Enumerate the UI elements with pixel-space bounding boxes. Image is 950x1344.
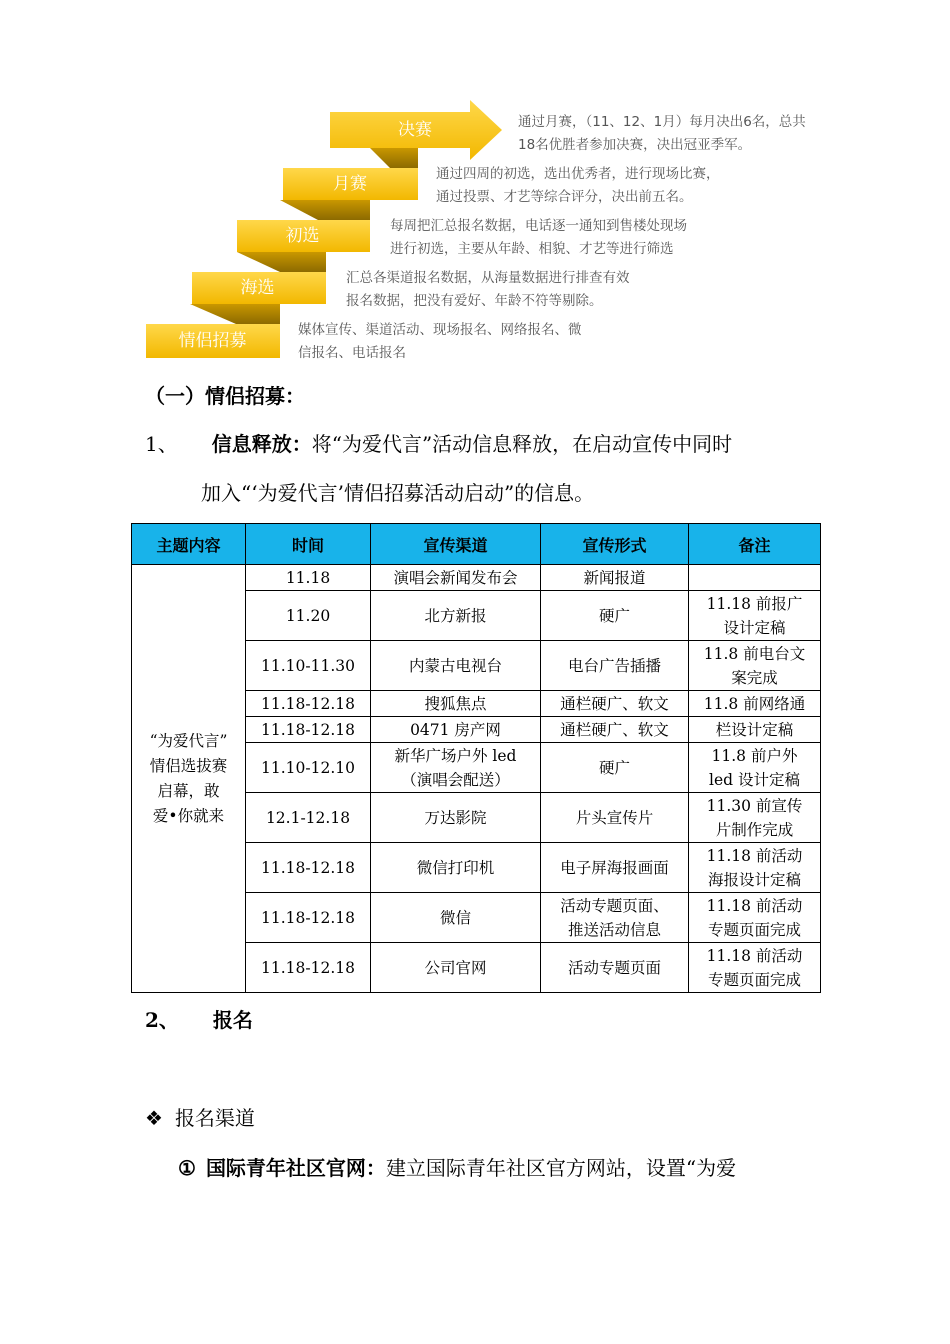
step-label-preliminary: 初选 <box>285 226 320 246</box>
cell-note: 11.30 前宣传 片制作完成 <box>689 793 821 843</box>
section-heading-recruit: （一）情侣招募： <box>145 384 305 408</box>
item1-bold-title: 信息释放： <box>211 432 312 456</box>
cell-time: 11.18 <box>246 565 371 591</box>
cell-note: 11.18 前活动 专题页面完成 <box>689 893 821 943</box>
cell-form: 通栏硬广、软文 <box>541 691 689 717</box>
cell-note: 11.8 前户外 led 设计定稿 <box>689 743 821 793</box>
diamond-bullet-icon: ❖ <box>145 1106 163 1130</box>
step-label-final: 决赛 <box>398 120 432 140</box>
step-riser <box>370 148 418 168</box>
cell-form: 活动专题页面 <box>541 943 689 993</box>
cell-time: 11.18-12.18 <box>246 691 371 717</box>
step-desc-preliminary: 每周把汇总报名数据，电话逐一通知到售楼处现场 进行初选，主要从年龄、相貌、才艺等进行筛选 <box>390 218 687 257</box>
cell-channel: 北方新报 <box>371 591 541 641</box>
bullet-registration-channels <box>145 1102 255 1131</box>
table-row <box>132 565 821 591</box>
cell-channel: 万达影院 <box>371 793 541 843</box>
cell-form: 硬广 <box>541 743 689 793</box>
item1-line1 <box>145 432 732 456</box>
item3-text: 建立国际青年社区官方网站，设置“为爱 <box>385 1156 737 1180</box>
step-label-monthly: 月赛 <box>333 174 367 194</box>
step-riser <box>237 252 326 272</box>
item1-line2: 加入“‘为爱代言’情侣招募活动启动”的信息。 <box>201 481 595 505</box>
cell-note <box>689 565 821 591</box>
step-label-recruit: 情侣招募 <box>178 331 247 351</box>
cell-note: 11.18 前活动 专题页面完成 <box>689 943 821 993</box>
step-desc-monthly: 通过四周的初选，选出优秀者，进行现场比赛， 通过投票、才艺等综合评分，决出前五名。 <box>436 166 720 205</box>
item2-title: 报名 <box>212 1008 253 1032</box>
header-form: 宣传形式 <box>541 524 689 565</box>
step-label-audition: 海选 <box>240 278 275 298</box>
cell-time: 11.18-12.18 <box>246 843 371 893</box>
item2-heading <box>145 1004 253 1033</box>
cell-channel: 微信打印机 <box>371 843 541 893</box>
theme-cell: “为爱代言” 情侣选拔赛 启幕，敢 爱•你就来 <box>132 565 246 993</box>
cell-channel: 公司官网 <box>371 943 541 993</box>
bullet-text: 报名渠道 <box>174 1106 255 1130</box>
cell-time: 11.10-12.10 <box>246 743 371 793</box>
cell-form: 活动专题页面、 推送活动信息 <box>541 893 689 943</box>
step-riser <box>190 304 280 324</box>
circled-number-one: ① <box>178 1156 196 1180</box>
header-time: 时间 <box>246 524 371 565</box>
process-staircase-diagram <box>140 100 840 370</box>
item3-line <box>178 1152 736 1181</box>
item3-bold-title: 国际青年社区官网： <box>205 1156 386 1180</box>
header-note: 备注 <box>689 524 821 565</box>
cell-form: 通栏硬广、软文 <box>541 717 689 743</box>
item2-number: 2、 <box>145 1008 179 1032</box>
step-desc-recruit: 媒体宣传、渠道活动、现场报名、网络报名、微 信报名、电话报名 <box>298 322 582 361</box>
cell-channel: 0471 房产网 <box>371 717 541 743</box>
cell-note: 11.18 前报广 设计定稿 <box>689 591 821 641</box>
item1-number: 1、 <box>145 432 178 456</box>
cell-channel: 新华广场户外 led （演唱会配送） <box>371 743 541 793</box>
cell-form: 新闻报道 <box>541 565 689 591</box>
cell-form: 片头宣传片 <box>541 793 689 843</box>
cell-note: 11.18 前活动 海报设计定稿 <box>689 843 821 893</box>
cell-form: 电子屏海报画面 <box>541 843 689 893</box>
header-channel: 宣传渠道 <box>371 524 541 565</box>
cell-channel: 内蒙古电视台 <box>371 641 541 691</box>
cell-time: 11.10-11.30 <box>246 641 371 691</box>
cell-channel: 搜狐焦点 <box>371 691 541 717</box>
cell-time: 11.20 <box>246 591 371 641</box>
table-header-row <box>132 524 821 565</box>
cell-form: 硬广 <box>541 591 689 641</box>
step-riser <box>280 200 370 220</box>
cell-note: 11.8 前网络通 <box>689 691 821 717</box>
cell-note: 11.8 前电台文 案完成 <box>689 641 821 691</box>
step-desc-audition: 汇总各渠道报名数据，从海量数据进行排查有效 报名数据，把没有爱好、年龄不符等剔除。 <box>346 270 630 309</box>
cell-time: 11.18-12.18 <box>246 893 371 943</box>
promotion-schedule-table <box>131 523 821 993</box>
cell-form: 电台广告插播 <box>541 641 689 691</box>
cell-note: 栏设计定稿 <box>689 717 821 743</box>
cell-channel: 微信 <box>371 893 541 943</box>
cell-time: 12.1-12.18 <box>246 793 371 843</box>
item1-text: 将“为爱代言”活动信息释放，在启动宣传中同时 <box>311 432 733 456</box>
header-theme: 主题内容 <box>132 524 246 565</box>
cell-time: 11.18-12.18 <box>246 943 371 993</box>
cell-channel: 演唱会新闻发布会 <box>371 565 541 591</box>
cell-time: 11.18-12.18 <box>246 717 371 743</box>
step-desc-final: 通过月赛，（11、12、1月）每月决出6名，总共 18名优胜者参加决赛，决出冠亚季军。 <box>518 114 806 153</box>
